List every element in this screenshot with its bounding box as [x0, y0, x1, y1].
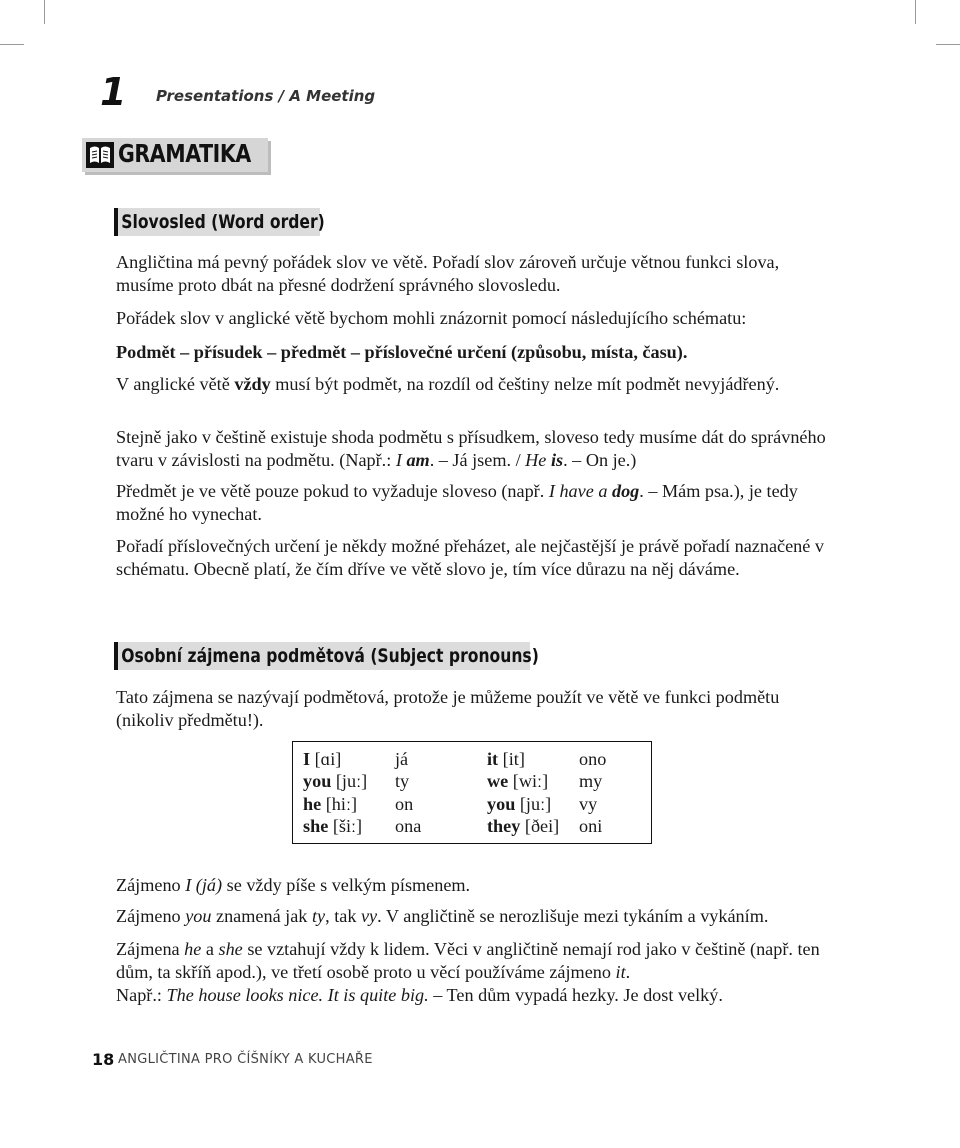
example-verb: am — [406, 450, 430, 470]
pronoun-table-box — [292, 741, 652, 844]
chapter-title: Presentations / A Meeting — [156, 87, 376, 105]
example-text: vy — [360, 906, 378, 926]
text-run: . — [563, 450, 568, 470]
table-cell: oni — [579, 816, 603, 837]
text-run: – On je.) — [567, 450, 637, 470]
text-run: Zájmeno — [116, 875, 186, 895]
text-run: se vždy píše s velkým písmenem. — [222, 875, 471, 895]
text-run: . — [639, 481, 644, 501]
section-label: GRAMATIKA — [118, 139, 251, 168]
paragraph-scheme — [116, 341, 836, 364]
table-cell: ona — [395, 816, 422, 837]
table-cell: they [ðei] — [487, 816, 560, 837]
table-cell: I [ɑi] — [303, 748, 342, 769]
paragraph — [116, 426, 836, 472]
example-text: it — [615, 962, 626, 982]
crop-mark — [936, 44, 960, 45]
table-cell: vy — [579, 793, 598, 814]
text-run: Předmět je ve větě pouze pokud to vyžaduje sloveso (např. — [116, 481, 549, 501]
example-text: she — [218, 939, 243, 959]
paragraph: Angličtina má pevný pořádek slov ve větě. Pořadí slov zároveň určuje větnou funkci slova, musíme proto dbát na přesné dodržení správného slovosledu. — [116, 252, 780, 295]
paragraph: Tato zájmena se nazývají podmětová, protože je můžeme použít ve větě ve funkci podmětu (nikoliv předmětu!). — [116, 687, 780, 730]
chapter-number: 1 — [100, 70, 125, 114]
text-run: Např.: — [116, 985, 167, 1005]
example-text: I (já) — [185, 875, 223, 895]
text-run: . — [625, 962, 631, 982]
table-row — [303, 771, 606, 794]
example-text: He — [525, 450, 551, 470]
text-run: znamená jak — [211, 906, 312, 926]
table-row — [303, 816, 606, 839]
example-object: dog — [611, 481, 640, 501]
crop-mark — [0, 44, 24, 45]
emphasis: vždy — [234, 374, 271, 394]
table-cell: we [wiː] — [487, 771, 549, 792]
paragraph — [116, 373, 836, 396]
text-run: Zájmena — [116, 939, 185, 959]
example-text: ty — [311, 906, 326, 926]
table-cell: já — [395, 748, 409, 769]
table-cell: on — [395, 793, 414, 814]
paragraph: Pořádek slov v anglické větě bychom mohli znázornit pomocí následujícího schématu: — [116, 308, 747, 328]
text-run: , tak — [325, 906, 361, 926]
table-cell: he [hiː] — [303, 793, 358, 814]
text-run: – Mám psa.), je tedy možné ho vynechat. — [116, 481, 798, 524]
table-cell: you [juː] — [303, 771, 368, 792]
example-text: I have a — [548, 481, 612, 501]
paragraph — [116, 905, 836, 928]
example-text: I — [395, 450, 407, 470]
text-run: Zájmeno — [116, 906, 186, 926]
text-run: a — [201, 939, 219, 959]
table-row — [303, 748, 606, 771]
pronoun-table — [303, 748, 606, 838]
text-run: se vztahují vždy k lidem. Věci v angličtině nemají rod jako v češtině (např. ten dům, ta skříň apod.), ve třetí osobě proto u věcí používáme zájmeno — [116, 939, 820, 982]
word-order-heading: Slovosled (Word order) — [121, 211, 325, 233]
book-title: ANGLIČTINA PRO ČÍŠNÍKY A KUCHAŘE — [118, 1052, 373, 1067]
pronouns-heading-box — [114, 642, 539, 670]
example-verb: is — [550, 450, 564, 470]
scheme-text: Podmět – přísudek – předmět – příslovečné určení (způsobu, místa, času). — [116, 342, 688, 362]
paragraph: Pořadí příslovečných určení je někdy možné přeházet, ale nejčastější je právě pořadí naznačené v schématu. Obecně platí, že čím dříve ve větě slovo je, tím více důrazu na něj dáváme. — [116, 536, 824, 579]
book-icon — [86, 142, 114, 173]
text-run: – Já jsem. / — [434, 450, 526, 470]
page-number: 18 — [92, 1050, 115, 1069]
text-run: Stejně jako v češtině existuje shoda podmětu s přísudkem, sloveso tedy musíme dát do správného tvaru v závislosti na podmětu. (Např.: — [116, 427, 826, 470]
text-run: V anglické větě — [116, 374, 235, 394]
table-cell: she [šiː] — [303, 816, 363, 837]
section-label-box — [82, 138, 268, 172]
paragraph — [116, 938, 836, 1007]
table-cell: ono — [579, 748, 607, 769]
word-order-heading-box — [114, 208, 325, 236]
example-text: he — [184, 939, 202, 959]
table-cell: it [it] — [487, 748, 525, 769]
example-text: The house looks nice. It is quite big. — [166, 985, 429, 1005]
paragraph — [116, 480, 836, 526]
text-run: . V angličtině se nerozlišuje mezi tykáním a vykáním. — [377, 906, 769, 926]
text-run: musí být podmět, na rozdíl od češtiny nelze mít podmět nevyjádřený. — [270, 374, 780, 394]
table-cell: ty — [395, 771, 410, 792]
crop-mark — [44, 0, 45, 24]
text-run: – Ten dům vypadá hezky. Je dost velký. — [428, 985, 723, 1005]
table-row — [303, 793, 606, 816]
text-run: . — [429, 450, 435, 470]
paragraph — [116, 874, 836, 897]
crop-mark — [915, 0, 916, 24]
table-cell: you [juː] — [487, 793, 552, 814]
table-cell: my — [579, 771, 603, 792]
pronouns-heading: Osobní zájmena podmětová (Subject pronouns) — [121, 645, 539, 667]
example-text: you — [185, 906, 212, 926]
